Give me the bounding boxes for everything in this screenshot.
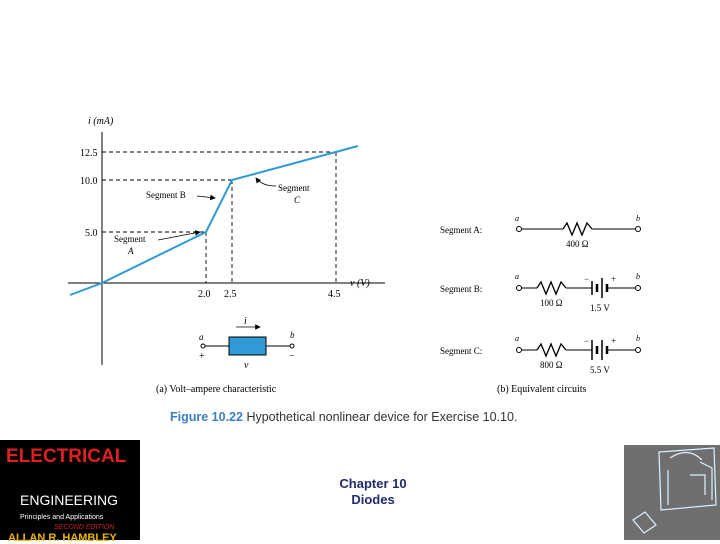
segment-a-label: Segment	[114, 234, 146, 244]
circuit-terminal-a: a	[515, 272, 519, 281]
equivalent-circuit-c	[440, 334, 641, 375]
current-label: i	[244, 316, 247, 327]
x-tick-label: 2.0	[198, 289, 211, 300]
characteristic-curve	[70, 146, 358, 295]
source-plus: +	[611, 336, 617, 346]
footer-chapter	[300, 476, 446, 508]
resistor-symbol	[537, 282, 566, 294]
segment-c-label: Segment	[278, 183, 310, 193]
figure-number: Figure 10.22	[170, 410, 247, 424]
circuit-terminal-a: a	[515, 334, 519, 343]
y-tick-label: 12.5	[80, 148, 98, 159]
segment-c-label-letter: C	[294, 195, 301, 205]
segment-b-label: Segment B	[146, 190, 186, 200]
terminal-a-label: a	[199, 332, 204, 342]
publisher-logo	[624, 445, 720, 540]
resistor-value: 400 Ω	[566, 239, 589, 249]
circuit-terminal-a: a	[515, 214, 519, 223]
book-edition: SECOND EDITION	[54, 524, 115, 531]
y-tick-label: 10.0	[80, 176, 98, 187]
part-a-label: (a) Volt–ampere characteristic	[156, 384, 277, 395]
resistor-value: 800 Ω	[540, 360, 563, 370]
segment-c-pointer	[256, 178, 276, 186]
segment-b-pointer	[197, 196, 215, 198]
figure-caption-text: Hypothetical nonlinear device for Exercise 10.10.	[246, 410, 518, 424]
dashed-guides	[102, 152, 336, 283]
source-value: 5.5 V	[590, 365, 610, 375]
vi-characteristic-graph	[68, 116, 385, 365]
x-axis-label: v (V)	[350, 278, 370, 289]
y-tick-label: 5.0	[85, 228, 98, 239]
circuit-label: Segment A:	[440, 225, 483, 235]
book-title: ELECTRICAL	[6, 446, 127, 467]
part-b-label: (b) Equivalent circuits	[497, 384, 587, 395]
source-plus: +	[611, 274, 617, 284]
circuit-terminal-b: b	[636, 334, 640, 343]
source-minus: −	[584, 336, 590, 346]
equivalent-circuit-a	[440, 214, 641, 249]
source-value: 1.5 V	[590, 303, 610, 313]
chapter-topic: Diodes	[351, 492, 395, 507]
resistor-symbol	[563, 223, 592, 235]
resistor-symbol	[537, 344, 566, 356]
circuit-label: Segment C:	[440, 346, 483, 356]
circuit-label: Segment B:	[440, 284, 483, 294]
device-symbol	[199, 316, 295, 371]
x-tick-label: 4.5	[328, 289, 341, 300]
book-tagline: Principles and Applications	[20, 514, 104, 521]
voltage-label: v	[244, 360, 249, 371]
battery-symbol	[592, 340, 607, 360]
plus-sign: +	[199, 351, 205, 362]
circuit-terminal-b: b	[636, 272, 640, 281]
terminal-b-label: b	[290, 330, 295, 340]
chapter-title: Chapter 10	[339, 476, 407, 491]
device-box	[229, 337, 266, 355]
source-minus: −	[584, 274, 590, 284]
segment-a-label-letter: A	[128, 246, 134, 256]
battery-symbol	[592, 278, 607, 298]
equivalent-circuit-b	[440, 272, 641, 313]
book-author: ALLAN R. HAMBLEY	[8, 532, 117, 544]
figure-caption	[170, 410, 517, 424]
circuit-terminal-b: b	[636, 214, 640, 223]
minus-sign: −	[289, 351, 295, 362]
book-subtitle: ENGINEERING	[20, 492, 119, 508]
y-axis-label: i (mA)	[88, 116, 114, 127]
resistor-value: 100 Ω	[540, 298, 563, 308]
x-tick-label: 2.5	[224, 289, 237, 300]
